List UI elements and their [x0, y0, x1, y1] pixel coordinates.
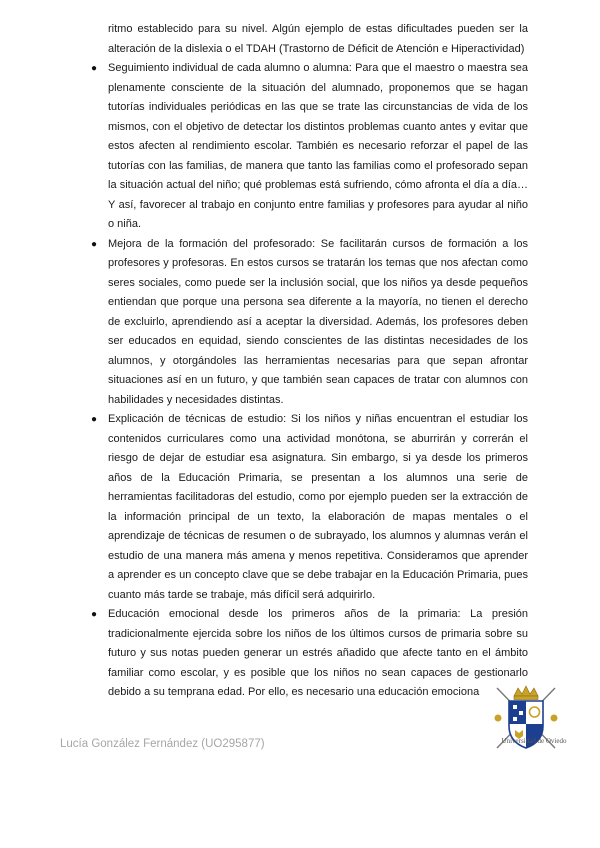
bullet-item-emocional — [91, 605, 528, 703]
bullet-item-seguimiento — [91, 59, 528, 235]
university-name: Universidad de Oviedo — [501, 737, 567, 745]
continuation-paragraph: ritmo establecido para su nivel. Algún ejemplo de estas dificultades pueden ser la alteración de la dislexia o el TDAH (Trastorno de Déficit de Atención e Hiperactividad) — [108, 23, 528, 55]
bullet-dot-icon: ● — [91, 609, 98, 620]
bullet-text: Mejora de la formación del profesorado: Se facilitarán cursos de formación a los profesores y profesoras. En estos cursos se tratarán los temas que nos afectan como seres sociales, como puede ser la inclusión social, que los niños ya desde pequeños entiendan que porque una persona sea diferente a la mayoría, no tienen el derecho de excluirlo, aprendiendo así a aceptar la diversidad. Además, los profesores deben ser educados en equidad, siendo conscientes de las distintas necesidades de los alumnos, y otorgándoles las herramientas necesarias para que sepan afrontar situaciones así en un futuro, y que también sean capaces de tratar con alumnos con habilidades y necesidades distintas. — [108, 237, 528, 406]
bullet-text: Educación emocional desde los primeros años de la primaria: La presión tradicionalmente ejercida sobre los niños de los últimos cursos de primaria sobre su futuro y sus notas pueden generar un estrés añadido que afecte tanto en el ámbito familiar como escolar, y es posible que los niños no sean capaces de gestionarlo debido a su temprana edad. Por ello, es necesario una educación emociona — [108, 608, 528, 698]
bullet-list — [0, 59, 600, 703]
page-body — [0, 20, 600, 703]
bullet-text: Explicación de técnicas de estudio: Si los niños y niñas encuentran el estudiar los contenidos curriculares como una actividad monótona, se aburrirán y correrán el riesgo de dejar de estudiar esa asignatura. Sin embargo, si ya desde los primeros años de la Educación Primaria, se presentan a los alumnos una serie de herramientas facilitadoras del estudio, como por ejemplo pueden ser la extracción de la información principal de un texto, la elaboración de mapas mentales o el aprendizaje de técnicas de resumen o de subrayado, los alumnos y alumnas verán el estudio de una manera más amena y menos repetitiva. Consideramos que aprender a aprender es un concepto clave que se debe trabajar en la Educación Primaria, pues cuanto más tarde se trabaje, más difícil será adquirirlo. — [108, 413, 528, 601]
bullet-item-tecnicas — [91, 410, 528, 605]
bullet-dot-icon: ● — [91, 414, 98, 425]
footer-author: Lucía González Fernández (UO295877) — [60, 738, 265, 750]
bullet-item-formacion — [91, 235, 528, 411]
bullet-dot-icon: ● — [91, 63, 98, 74]
bullet-dot-icon: ● — [91, 238, 98, 250]
bullet-text: Seguimiento individual de cada alumno o alumna: Para que el maestro o maestra sea plenamente consciente de la situación del alumnado, proponemos que se hagan tutorías individuales periódicas en las que se trate las circunstancias de vida de los mismos, con el objetivo de detectar los distintos problemas cuanto antes y evitar que estos afecten al rendimiento escolar. También es necesario reforzar el papel de las tutorías con las familias, de manera que tanto las familias como el profesorado sepan la situación actual del niño; qué problemas está sufriendo, cómo afronta el día a día… Y así, favorecer al trabajo en conjunto entre familias y profesores para ayudar al niño o niña. — [108, 62, 528, 230]
